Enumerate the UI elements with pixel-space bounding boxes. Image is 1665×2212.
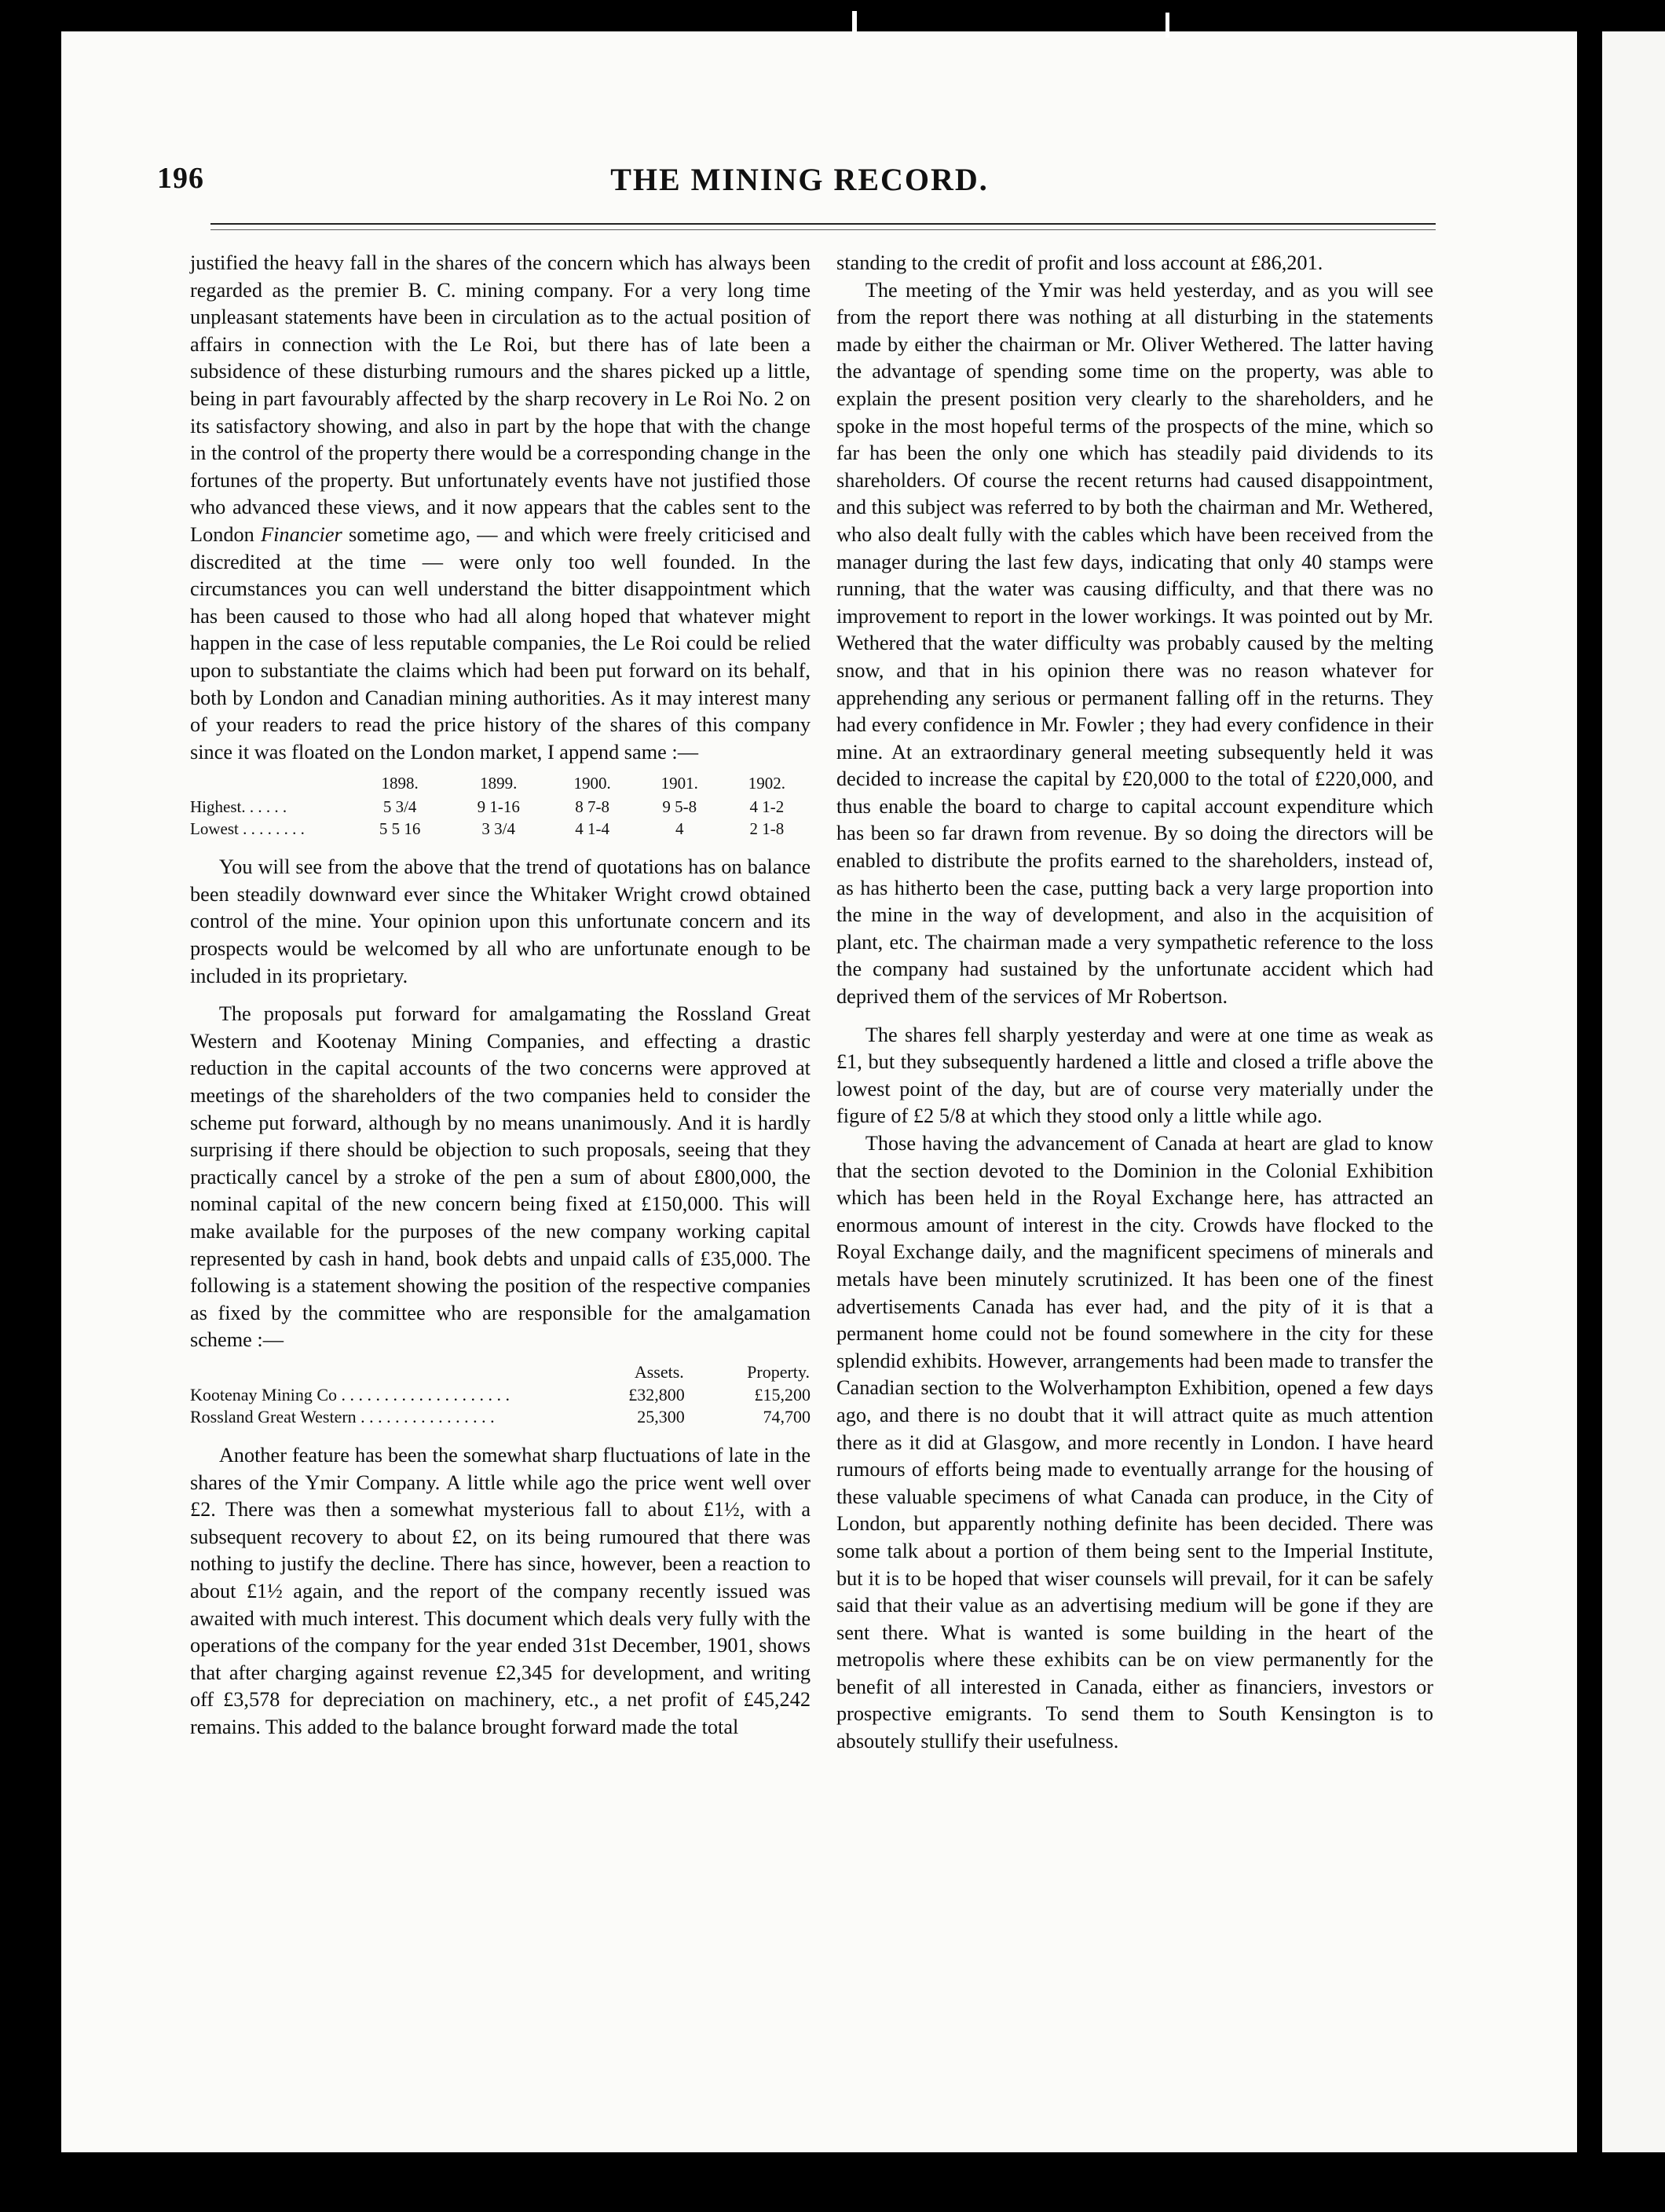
paragraph-profit-balance: standing to the credit of profit and loss account at £86,201. [836, 251, 1323, 274]
paragraph-le-roi: justified the heavy fall in the shares of the concern which has always been regarded as the premier B. C. mining company. For a very long time unpleasant statements have been in circulation as to the actual position of affairs in connection with the Le Roi, but there has of late been a subsidence of these disturbing rumours and the shares picked up a little, being in part favourably affected by the sharp recovery in Le Roi No. 2 on its satisfactory showing, and also in part by the hope that with the change in the control of the property there would be a corresponding change in the fortunes of the property. But unfortunately events have not justified those who advanced these views, and it now appears that the cables sent to the London Financier sometime ago, — and which were freely criticised and discredited at the time — were only too well founded. In the circumstances you can well understand the bitter disappointment which has been caused to those who had all along hoped that whatever might happen in the case of less reputable companies, the Le Roi could be relied upon to substantiate the claims which had been put forward on its behalf, both by London and Canadian mining authorities. As it may interest many of your readers to read the price history of the shares of this company since it was floated on the London market, I append same :— [190, 251, 811, 764]
adjacent-page-edge [1602, 31, 1665, 2152]
page-header [157, 161, 1442, 208]
left-column [190, 250, 811, 1741]
table-row: Kootenay Mining Co . . . . . . . . . . . . . . . . . . . . £32,800 £15,200 [190, 1384, 811, 1404]
table-row: Rossland Great Western . . . . . . . . . . . . . . . . 25,300 74,700 [190, 1406, 811, 1426]
paragraph-ymir-meeting: The meeting of the Ymir was held yesterday, and as you will see from the report there was nothing at all disturbing in the statements made by either the chairman or Mr. Oliver Wethered. The latter having the advantage of spending some time on the property, was able to explain the present position very clearly to the shareholders, and he spoke in the most hopeful terms of the prospects of the mine, which so far has been the only one which has steadily paid dividends to its shareholders. Of course the recent returns had caused disappointment, and this subject was referred to by both the chairman and Mr. Wethered, who also dealt fully with the cables which have been received from the manager during the last few days, indicating that only 40 stamps were running, that the water was causing difficulty, and that there was no improvement to report in the lower workings. It was pointed out by Mr. Wethered that the water difficulty was probably caused by the melting snow, and that in his opinion there was no reason whatever for apprehending any serious or permanent falling off in the returns. They had every confidence in Mr. Fowler ; they had every confidence in their mine. At an extraordinary general meeting subsequently held it was decided to increase the capital by £20,000 to the total of £220,000, and thus enable the board to charge to capital account expenditure which has been so far drawn from revenue. By so doing the directors will be enabled to distribute the profits earned to the shareholders, instead of, as has hitherto been the case, putting back a very large proportion into the mine in the way of development, and also in the acquisition of plant, etc. The chairman made a very sympathetic reference to the loss the company had sustained by the unfortunate accident which had deprived them of the services of Mr Robertson. [836, 278, 1433, 1009]
scan-mark [852, 11, 857, 31]
header-rule-thin [210, 229, 1436, 230]
scan-mark [1166, 13, 1169, 38]
page-number: 196 [157, 162, 204, 195]
table-row: Highest. . . . . . 5 3/4 9 1-16 8 7-8 9 5-8 4 1-2 [190, 797, 785, 817]
right-column [836, 250, 1433, 1756]
assets-table: Assets. Property. Kootenay Mining Co . . . . . . . . . . . . . . . . . . . . £32,800 £15,200 Rossland Great Western . . . . . . . . . . . . . . . . 25,300 74,700 [190, 1361, 811, 1426]
paragraph-shares-fell: The shares fell sharply yesterday and were at one time as weak as £1, but they subsequently hardened a little and closed a trifle above the lowest point of the day, but are of course very materially under the figure of £2 5/8 at which they stood only a little while ago. [836, 1023, 1433, 1128]
paragraph-ymir-shares: Another feature has been the somewhat sharp fluctuations of late in the shares of the Ymir Company. A little while ago the price went well over £2. There was then a somewhat mysterious fall to about £1½, with a subsequent recovery to about £2, on its being rumoured that there was nothing to justify the decline. There has since, however, been a reaction to about £1½ again, and the report of the company recently issued was awaited with much interest. This document which deals very fully with the operations of the company for the year ended 31st December, 1901, shows that after charging against revenue £2,345 for development, and writing off £3,578 for depreciation on machinery, etc., a net profit of £45,242 remains. This added to the balance brought forward made the total [190, 1443, 811, 1738]
price-history-table: 1898. 1899. 1900. 1901. 1902. Highest. . . . . . 5 3/4 9 1-16 8 7-8 9 5-8 4 1-2 Lowest . . . . . . . . 5 5 16 3 3/4 4 1-4 4 2 1-8 [190, 772, 811, 840]
paragraph-quotations: You will see from the above that the trend of quotations has on balance been steadily downward ever since the Whitaker Wright crowd obtained control of the mine. Your opinion upon this unfortunate concern and its prospects would be welcomed by all who are unfortunate enough to be included in its proprietary. [190, 855, 811, 987]
table-row: Lowest . . . . . . . . 5 5 16 3 3/4 4 1-4 4 2 1-8 [190, 819, 785, 839]
running-title: THE MINING RECORD. [610, 162, 989, 197]
paragraph-colonial-exhibition: Those having the advancement of Canada at heart are glad to know that the section devoted to the Dominion in the Colonial Exhibition which has been held in the Royal Exchange here, has attracted an enormous amount of interest in the city. Crowds have flocked to the Royal Exchange daily, and the magnificent specimens of minerals and metals have been minutely scrutinized. It has been one of the finest advertisements Canada has ever had, and the pity of it is that a permanent home could not be found somewhere in the city for these splendid exhibits. However, arrangements had been made to transfer the Canadian section to the Wolverhampton Exhibition, opened a few days ago, and there is no doubt that it will attract quite as much attention there as it did at Glasgow, and more recently in London. I have heard rumours of efforts being made to eventually arrange for the housing of these valuable specimens of what Canada can produce, in the City of London, but apparently nothing definite has been decided. There was some talk about a portion of them being sent to the Imperial Institute, but it is to be hoped that wiser counsels will prevail, for it can be safely said that their value as an advertising medium will be gone if they are sent there. What is wanted is some building in the heart of the metropolis where these exhibits can be on view permanently for the benefit of all interested in Canada, either as financiers, investors or prospective emigrants. To send them to South Kensington is to absoutely stullify their usefulness. [836, 1132, 1433, 1753]
header-rule [210, 223, 1436, 225]
paragraph-amalgamation: The proposals put forward for amalgamating the Rossland Great Western and Kootenay Mining Companies, and effecting a drastic reduction in the capital accounts of the two concerns were approved at meetings of the shareholders of the two companies held to consider the scheme put forward, although by no means unanimously. And it is hardly surprising if there should be objection to such proposals, seeing that they practically cancel by a stroke of the pen a sum of about £800,000, the nominal capital of the new concern being fixed at £150,000. This will make available for the purposes of the new company working capital represented by cash in hand, book debts and unpaid calls of £35,000. The following is a statement showing the position of the respective companies as fixed by the committee who are responsible for the amalgamation scheme :— [190, 1002, 811, 1352]
